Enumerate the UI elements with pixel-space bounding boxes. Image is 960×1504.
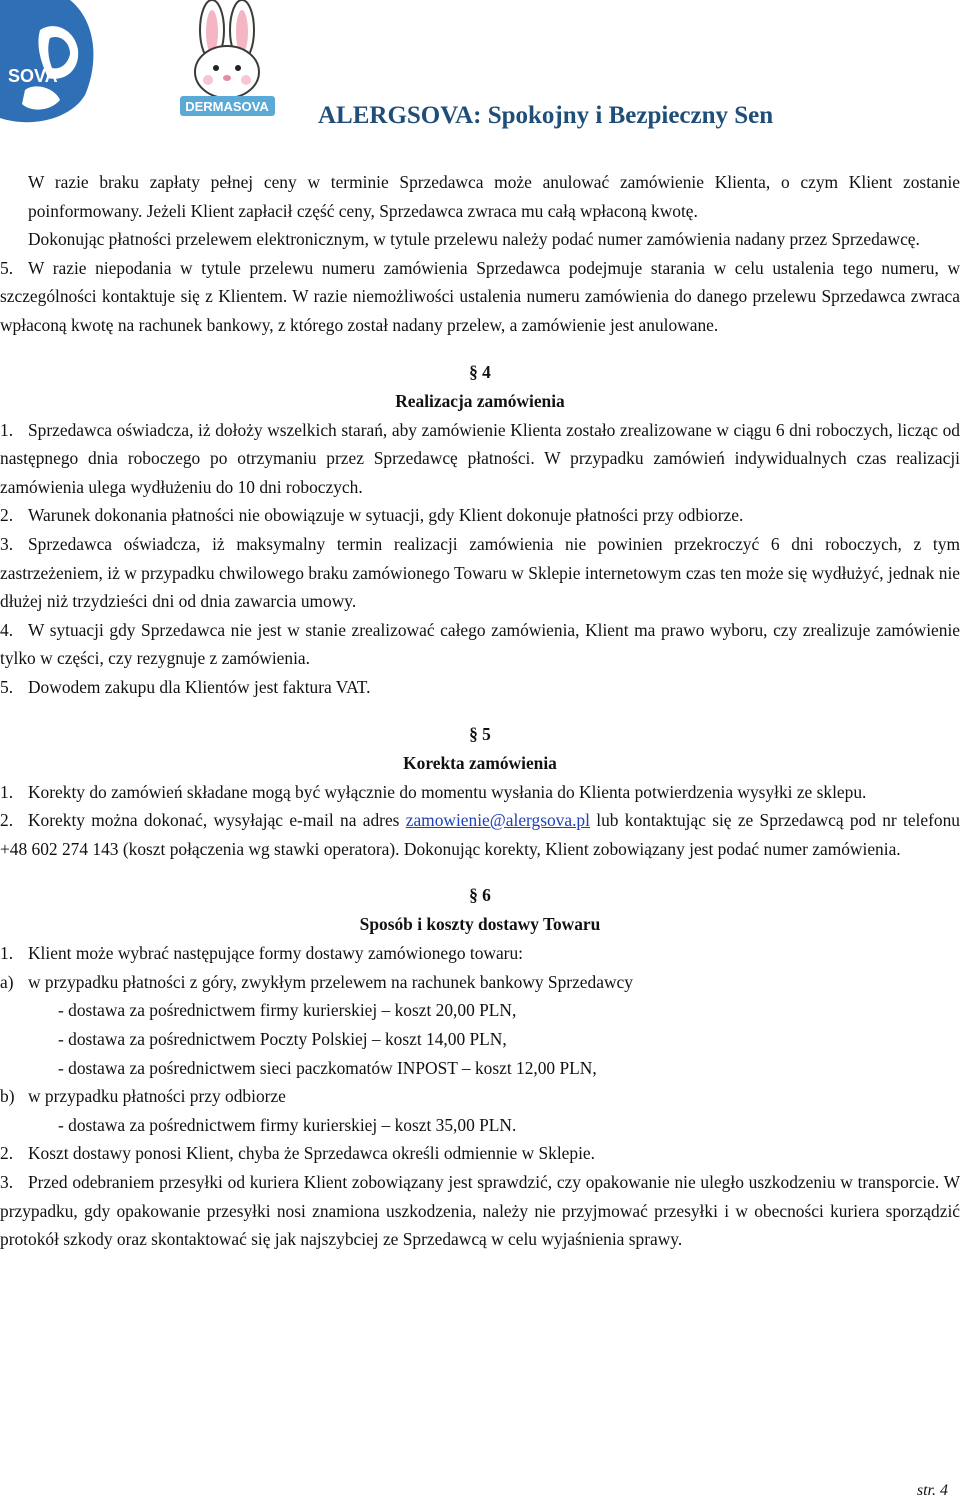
sec6-option-a-line-3: - dostawa za pośrednictwem sieci paczkomatów INPOST – koszt 12,00 PLN, [58,1057,597,1078]
section-4-number: § 4 [469,361,491,382]
sec4-item-4: 4. W sytuacji gdy Sprzedawca nie jest w stanie zrealizować całego zamówienia, Klient ma prawo wyboru, czy zrealizuje zamówienie tylko w części, czy rezygnuje z zamówienia. [0,619,960,669]
sec4-item-5: 5. Dowodem zakupu dla Klientów jest faktura VAT. [0,676,371,697]
email-link[interactable]: zamowienie@alergsova.pl [405,810,590,831]
dermasova-logo-text: DERMASOVA [185,99,269,114]
section-5-number: § 5 [469,723,491,744]
header-title: ALERGSOVA: Spokojny i Bezpieczny Sen [318,102,774,129]
page-number: str. 4 [916,1482,948,1499]
section-6-number: § 6 [469,885,491,906]
dermasova-logo [170,0,285,120]
section-5-title: Korekta zamówienia [403,752,557,773]
page-header [0,0,960,150]
sec5-item-1: 1. Korekty do zamówień składane mogą być wyłącznie do momentu wysłania do Klienta potwierdzenia wysyłki ze sklepu. [0,781,867,802]
sec6-item-2: 2. Koszt dostawy ponosi Klient, chyba że Sprzedawca określi odmiennie w Sklepie. [0,1143,595,1164]
sec6-option-a: a) w przypadku płatności z góry, zwykłym przelewem na rachunek bankowy Sprzedawcy [0,971,633,992]
paragraph-top-4: Dokonując płatności przelewem elektronicznym, w tytule przelewu należy podać numer zamówienia nadany przez Sprzedawcę. [28,229,920,250]
document-body [0,168,960,1254]
sec5-item-2: 2. Korekty można dokonać, wysyłając e-mail na adres zamowienie@alergsova.pl lub kontaktując się ze Sprzedawcą pod nr telefonu +48 602 274 143 (koszt połączenia wg stawki operatora). Dokonując korekty, Klient zobowiązany jest podać numer zamówienia. [0,810,960,859]
sec6-option-b: b) w przypadku płatności przy odbiorze [0,1086,286,1107]
paragraph-top-5: 5. W razie niepodania w tytule przelewu numeru zamówienia Sprzedawca podejmuje starania w celu ustalenia tego numeru, w szczególności kontaktuje się z Klientem. W razie niemożliwości ustalenia numeru zamówienia do danego przelewu Sprzedawca zwraca wpłaconą kwotę na rachunek bankowy, z którego został nadany przelew, a zamówienie jest anulowane. [0,257,960,335]
sova-logo [0,0,100,125]
section-6-title: Sposób i koszty dostawy Towaru [359,914,601,935]
paragraph-top-3: W razie braku zapłaty pełnej ceny w terminie Sprzedawca może anulować zamówienie Klienta, o czym Klient zostanie poinformowany. Jeżeli Klient zapłacił część ceny, Sprzedawca zwraca mu całą wpłaconą kwotę. [28,172,960,221]
sec4-item-2: 2. Warunek dokonania płatności nie obowiązuje w sytuacji, gdy Klient dokonuje płatności przy odbiorze. [0,505,744,526]
sec6-option-a-line-2: - dostawa za pośrednictwem Poczty Polskiej – koszt 14,00 PLN, [58,1029,507,1050]
section-4-title: Realizacja zamówienia [395,390,565,411]
sova-logo-text: SOVA [8,66,58,86]
sec6-item-3: 3. Przed odebraniem przesyłki od kuriera Klient zobowiązany jest sprawdzić, czy opakowanie nie uległo uszkodzeniu w transporcie. W przypadku, gdy opakowanie przesyłki nosi znamiona uszkodzenia, należy nie przyjmować przesyłki i w obecności kuriera sporządzić protokół szkody oraz skontaktować się jak najszybciej ze Sprzedawcą w celu wyjaśnienia sprawy. [0,1172,960,1250]
sec6-option-a-line-1: - dostawa za pośrednictwem firmy kurierskiej – koszt 20,00 PLN, [58,1000,517,1021]
sec6-item-1: 1. Klient może wybrać następujące formy dostawy zamówionego towaru: [0,943,523,964]
sec4-item-3: 3. Sprzedawca oświadcza, iż maksymalny termin realizacji zamówienia nie powinien przekroczyć 6 dni roboczych, z tym zastrzeżeniem, iż w przypadku chwilowego braku zamówionego Towaru w Sklepie internetowym czas ten może się wydłużyć, jednak nie dłużej niż trzydzieści dni od dnia zawarcia umowy. [0,533,960,612]
sec4-item-1: 1. Sprzedawca oświadcza, iż dołoży wszelkich starań, aby zamówienie Klienta zostało zrealizowane w ciągu 6 dni roboczych, licząc od następnego dnia roboczego po otrzymaniu przez Sprzedawcę płatności. W przypadku zamówień indywidualnych czas realizacji zamówienia ulega wydłużeniu do 10 dni roboczych. [0,419,960,497]
sec6-option-b-line-1: - dostawa za pośrednictwem firmy kurierskiej – koszt 35,00 PLN. [58,1114,517,1135]
